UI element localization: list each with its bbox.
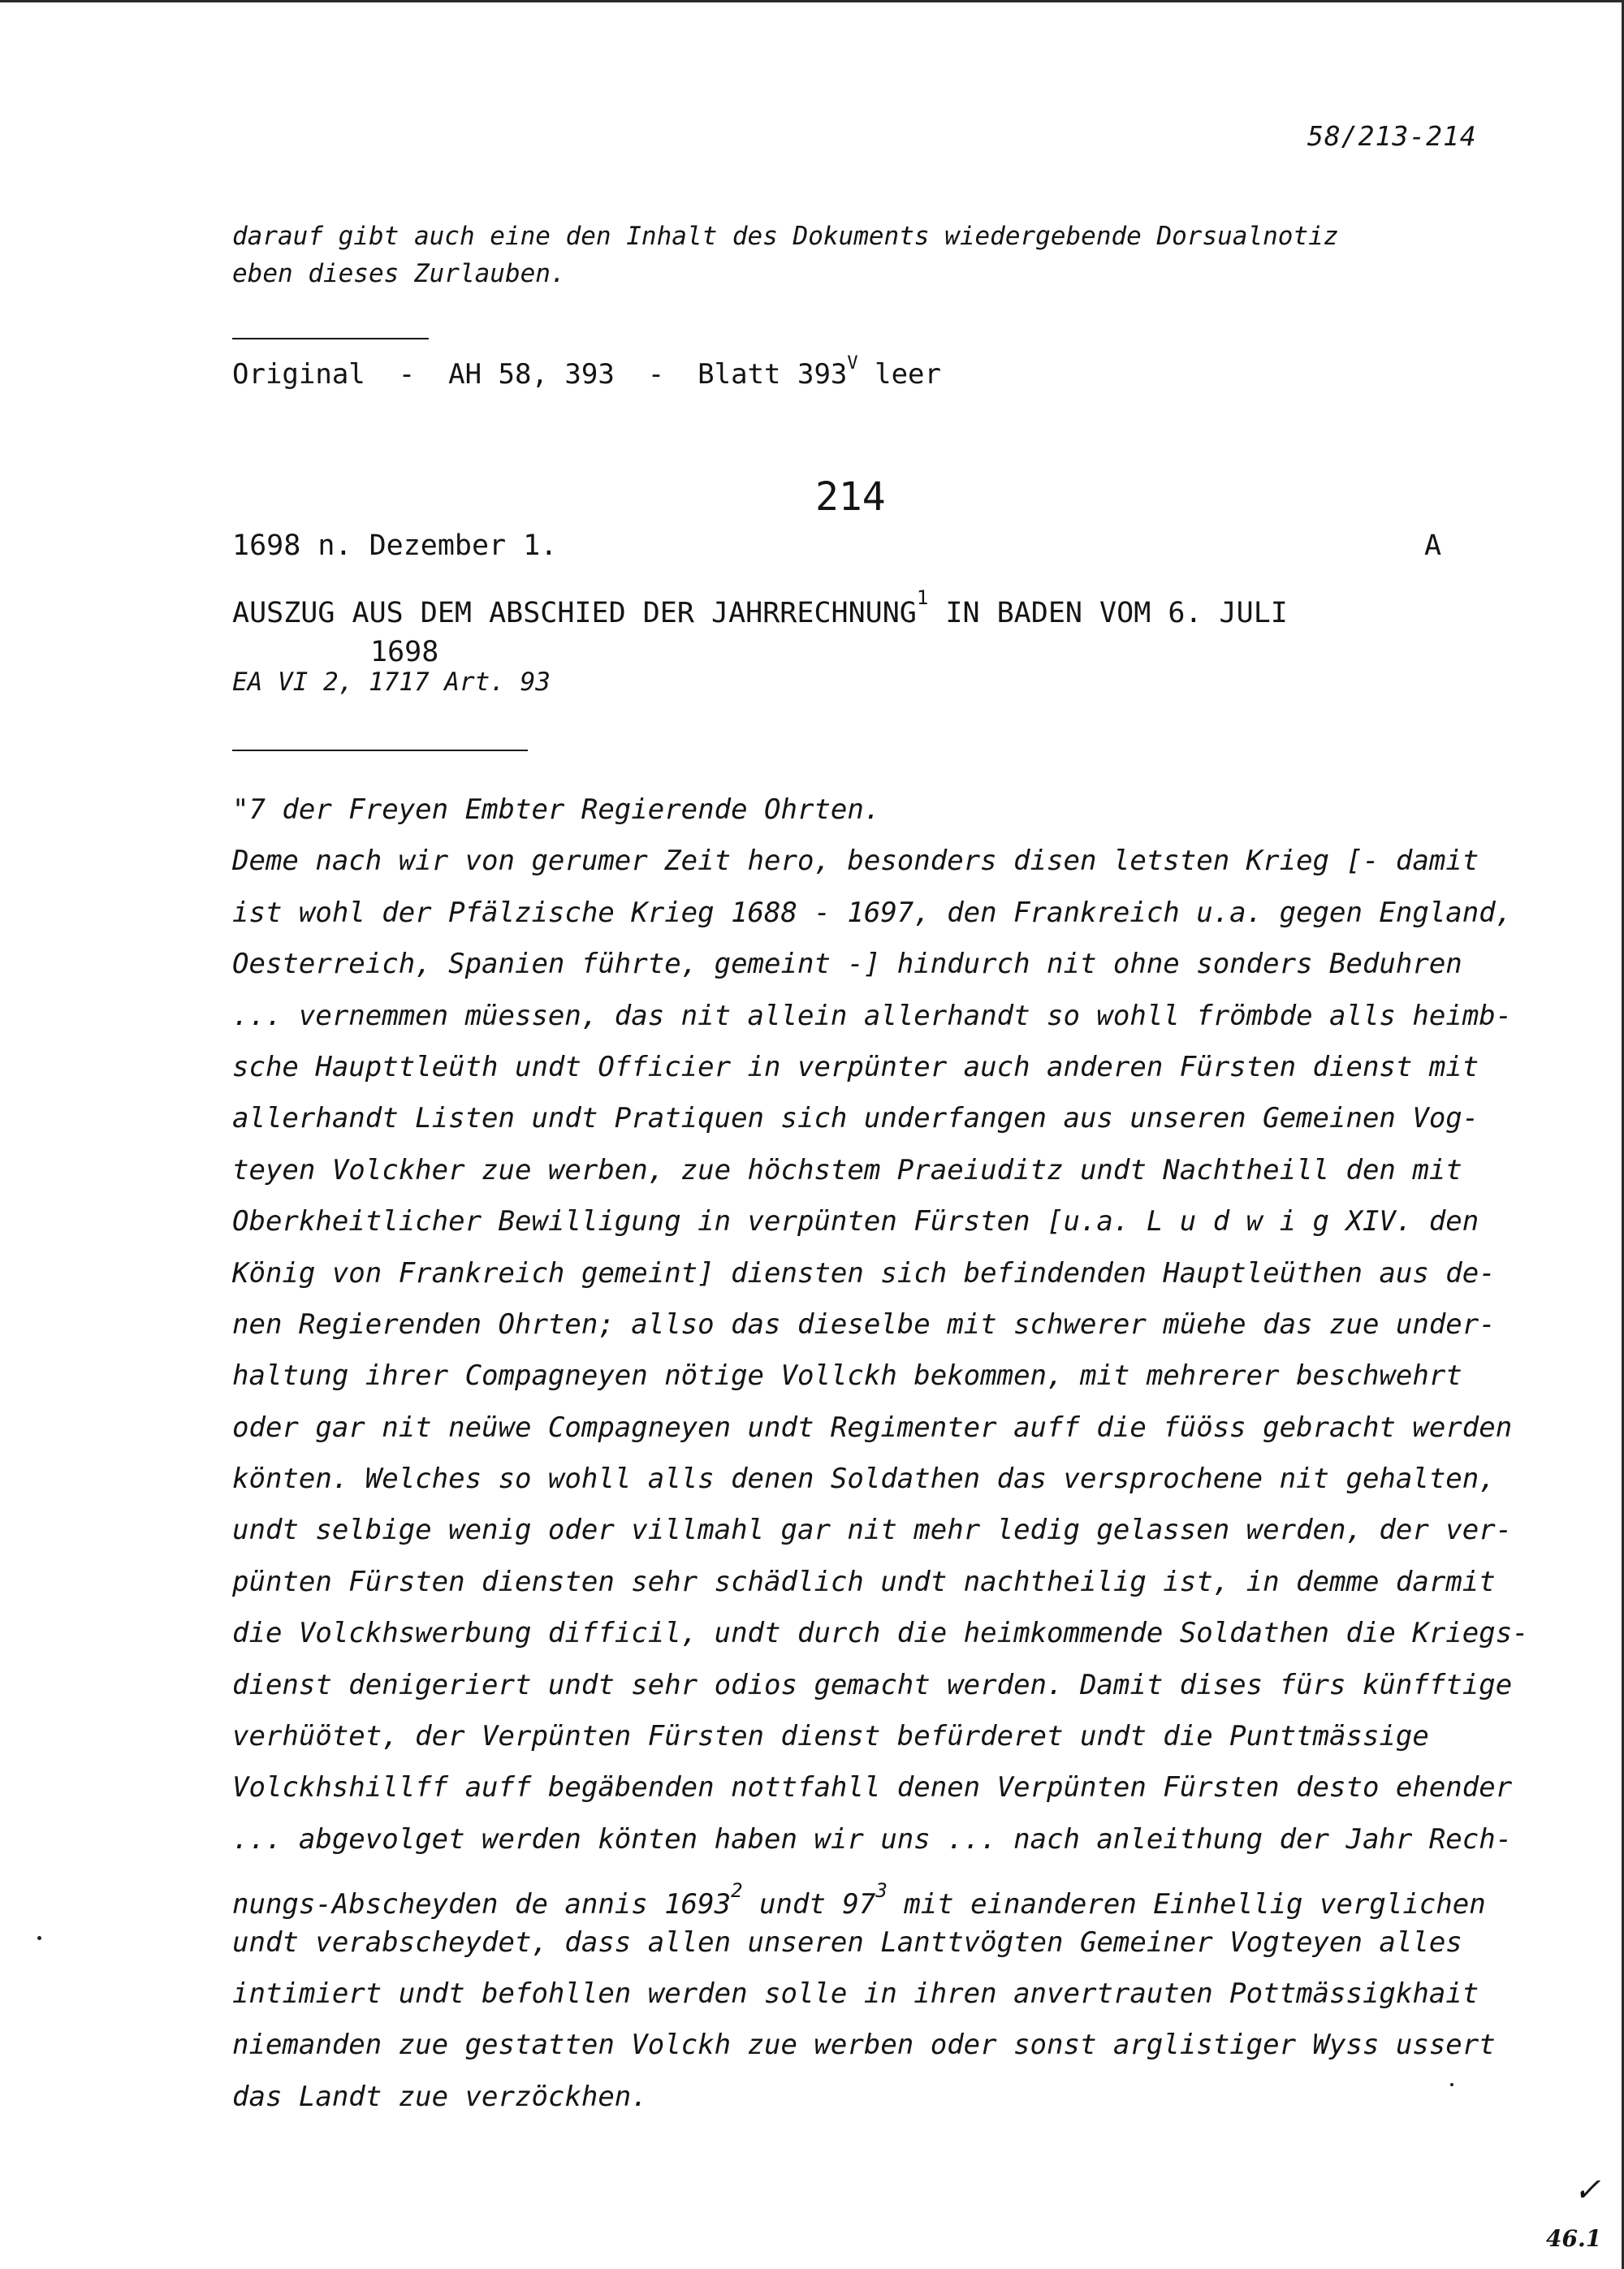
document-category: A <box>1424 529 1442 562</box>
scan-speck <box>1450 2083 1453 2086</box>
body-line: ... vernemmen müessen, das nit allein allerhandt so wohll frömbde alls heimb- <box>232 999 1513 1032</box>
body-line: nen Regierenden Ohrten; allso das dieselbe mit schwerer müehe das zue under- <box>232 1307 1496 1341</box>
body-line: verhüötet, der Verpünten Fürsten dienst befürderet undt die Punttmässige <box>232 1720 1429 1753</box>
body-line-part: nungs-Abscheyden de annis 1693 <box>232 1888 732 1921</box>
body-line: könten. Welches so wohll alls denen Soldathen das versprochene nit gehalten, <box>232 1463 1496 1496</box>
handwritten-page-number: 46.1 <box>1546 2225 1602 2252</box>
body-line: ist wohl der Pfälzische Krieg 1688 - 1697, den Frankreich u.a. gegen England, <box>232 896 1513 929</box>
body-line: "7 der Freyen Embter Regierende Ohrten. <box>232 793 881 826</box>
title-text-cont: IN BADEN VOM 6. JULI <box>928 597 1288 629</box>
original-after: leer <box>857 358 941 391</box>
title-line-1 <box>232 578 1288 633</box>
handwritten-check-mark: ✓ <box>1574 2172 1601 2209</box>
title-text: AUSZUG AUS DEM ABSCHIED DER JAHRRECHNUNG <box>232 597 917 629</box>
title-line-2: 1698 <box>370 636 439 668</box>
body-line: Oesterreich, Spanien führte, gemeint -] hindurch nit ohne sonders Beduhren <box>232 948 1462 981</box>
footnote-ref: 2 <box>731 1879 743 1903</box>
original-text: Original - AH 58, 393 - Blatt 393 <box>232 358 848 391</box>
source-citation: EA VI 2, 1717 Art. 93 <box>232 668 551 697</box>
body-line: niemanden zue gestatten Volckh zue werben oder sonst arglistiger Wyss ussert <box>232 2029 1496 2062</box>
document-body <box>232 784 1529 2123</box>
document-number: 214 <box>815 474 886 520</box>
body-line: Volckhshillff auff begäbenden nottfahll denen Verpünten Fürsten desto ehender <box>232 1771 1513 1804</box>
body-line-part: mit einanderen Einhellig verglichen <box>887 1888 1486 1921</box>
original-sup: V <box>847 353 858 374</box>
body-line: undt selbige wenig oder villmahl gar nit mehr ledig gelassen werden, der ver- <box>232 1514 1513 1547</box>
body-line: allerhandt Listen undt Pratiquen sich underfangen aus unseren Gemeinen Vog- <box>232 1102 1479 1135</box>
document-title <box>232 578 1288 672</box>
body-line: pünten Fürsten diensten sehr schädlich undt nachtheilig ist, in demme darmit <box>232 1565 1496 1598</box>
intro-paragraph <box>232 218 1338 292</box>
body-line: haltung ihrer Compagneyen nötige Vollckh bekommen, mit mehrerer beschwehrt <box>232 1359 1462 1393</box>
scan-speck <box>37 1936 41 1940</box>
body-line: König von Frankreich gemeint] diensten sich befindenden Hauptleüthen aus de- <box>232 1256 1496 1290</box>
body-line: dienst denigeriert undt sehr odios gemacht werden. Damit dises fürs künfftige <box>232 1668 1513 1701</box>
body-line: die Volckhswerbung difficil, undt durch die heimkommende Soldathen die Kriegs- <box>232 1617 1529 1650</box>
document-date: 1698 n. Dezember 1. <box>232 529 558 562</box>
footnote-ref: 3 <box>875 1879 888 1903</box>
original-reference-line <box>232 353 941 391</box>
body-line: intimiert undt befohllen werden solle in ihren anvertrauten Pottmässigkhait <box>232 1977 1479 2010</box>
body-line: undt verabscheydet, dass allen unseren Lanttvögten Gemeiner Vogteyen alles <box>232 1925 1462 1959</box>
body-line: ... abgevolget werden könten haben wir uns ... nach anleithung der Jahr Rech- <box>232 1822 1513 1856</box>
intro-line: eben dieses Zurlauben. <box>232 259 566 288</box>
page-border-top <box>0 0 1624 2</box>
section-divider <box>232 750 528 751</box>
page-reference: 58/213-214 <box>1307 120 1477 152</box>
intro-line: darauf gibt auch eine den Inhalt des Dokuments wiedergebende Dorsualnotiz <box>232 222 1339 251</box>
body-line <box>232 1865 1515 1921</box>
title-footnote-ref: 1 <box>916 586 929 609</box>
body-line: teyen Volckher zue werben, zue höchstem Praeiuditz undt Nachtheill den mit <box>232 1153 1462 1186</box>
section-divider <box>232 338 429 339</box>
body-line-part: undt 97 <box>742 1888 876 1921</box>
body-line: sche Haupttleüth undt Officier in verpünter auch anderen Fürsten dienst mit <box>232 1050 1479 1083</box>
body-line: Deme nach wir von gerumer Zeit hero, besonders disen letsten Krieg [- damit <box>232 845 1479 878</box>
body-line: oder gar nit neüwe Compagneyen undt Regimenter auff die füöss gebracht werden <box>232 1411 1513 1444</box>
body-line: Oberkheitlicher Bewilligung in verpünten Fürsten [u.a. L u d w i g XIV. den <box>232 1205 1479 1238</box>
body-line: das Landt zue verzöckhen. <box>232 2080 648 2113</box>
